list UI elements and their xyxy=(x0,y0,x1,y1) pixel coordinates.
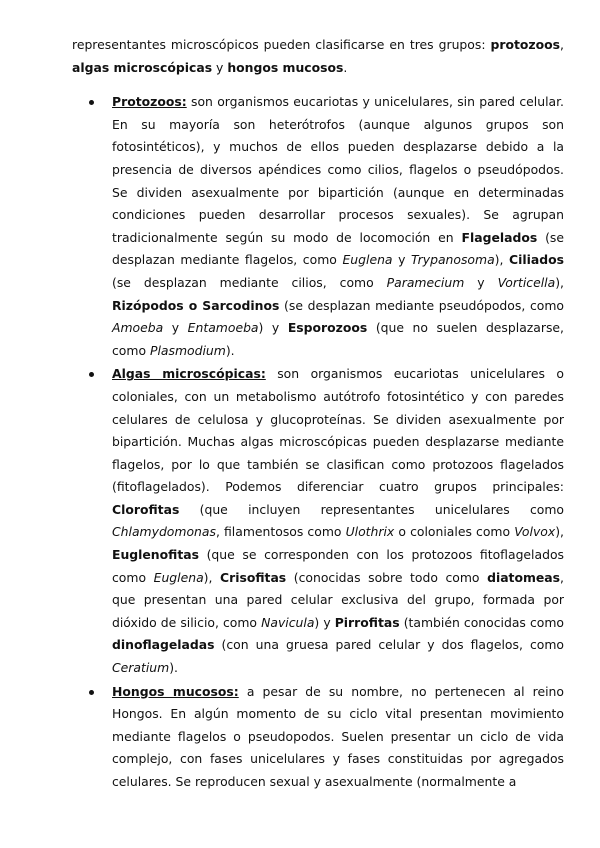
body-text: y xyxy=(464,274,498,290)
body-text: (también conocidas como xyxy=(399,614,564,630)
body-text: , que presentan una pared celular exclusiva del grupo, formada por dióxido de silicio, como xyxy=(112,569,564,630)
intro-text: y xyxy=(212,59,228,75)
body-text: , filamentosos como xyxy=(215,524,346,540)
term-ciliados: Ciliados xyxy=(509,252,565,268)
body-text: (conocidas sobre todo como xyxy=(286,569,488,585)
species-name: Plasmodium xyxy=(149,342,226,358)
body-text: ), xyxy=(555,524,564,540)
list-item-protozoos xyxy=(72,91,564,362)
body-text: y xyxy=(163,320,188,336)
intro-text: representantes microscópicos pueden clasificarse en tres grupos: xyxy=(72,37,491,52)
species-name: Entamoeba xyxy=(187,320,259,336)
body-text: ). xyxy=(169,660,178,676)
body-text: son organismos eucariotas unicelulares o coloniales, con un metabolismo autótrofo fotosintético y con paredes celulares de celulosa y glucoproteínas. Se dividen asexualmente por bipartición. Muchas algas microscópicas pueden desplazarse mediante flagelos, por lo que también se clasifican como protozoos flagelados (fitoflagelados). Podemos diferenciar cuatro grupos principales: xyxy=(112,366,564,495)
term-protozoos: Protozoos: xyxy=(112,94,187,110)
species-name: Euglena xyxy=(153,569,204,585)
body-text: son organismos eucariotas y unicelulares, sin pared celular. En su mayoría son heterótrofos (aunque algunos grupos son fotosintéticos), y muchos de ellos pueden desplazarse debido a la presencia de diversos apéndices como cilios, flagelos o pseudópodos. Se dividen asexualmente por bipartición (aunque en determinadas condiciones pueden desarrollar procesos sexuales). Se agrupan tradicionalmente según su modo de locomoción en xyxy=(112,94,564,245)
term-euglenofitas: Euglenofitas xyxy=(112,547,199,563)
term-diatomeas: diatomeas xyxy=(487,569,561,585)
body-text: (que se corresponden con los protozoos fitoflagelados como xyxy=(112,547,564,585)
species-name: Chlamydomonas xyxy=(112,524,216,540)
species-name: Amoeba xyxy=(112,320,164,336)
body-text: (se desplazan mediante cilios, como xyxy=(112,274,387,290)
intro-paragraph xyxy=(72,34,564,79)
body-text: ), xyxy=(203,569,220,585)
group-protozoos: protozoos xyxy=(490,37,561,52)
body-text: (se desplazan mediante flagelos, como xyxy=(112,229,565,268)
term-hongos: Hongos mucosos: xyxy=(112,683,239,699)
term-rizopodos: Rizópodos o Sarcodinos xyxy=(112,297,280,313)
body-text: (se desplazan mediante pseudópodos, como xyxy=(279,297,565,313)
species-name: Vorticella xyxy=(497,274,556,290)
bullet-icon xyxy=(89,100,94,105)
body-text: ), xyxy=(494,252,510,268)
term-algas: Algas microscópicas: xyxy=(112,366,266,382)
group-hongos: hongos mucosos xyxy=(227,59,344,75)
body-text: (que no suelen desplazarse, como xyxy=(112,320,564,358)
body-text: (que incluyen representantes unicelulares como xyxy=(179,501,564,517)
species-name: Paramecium xyxy=(386,274,465,290)
species-name: Navicula xyxy=(261,614,315,630)
bullet-icon xyxy=(89,372,94,377)
term-crisofitas: Crisofitas xyxy=(220,569,287,585)
species-name: Ceratium xyxy=(112,660,170,676)
body-text: o coloniales como xyxy=(394,524,515,540)
bullet-icon xyxy=(89,690,94,695)
document-page xyxy=(72,34,564,795)
body-text: ) y xyxy=(258,320,288,336)
group-algas: algas microscópicas xyxy=(72,59,213,75)
term-clorofitas: Clorofitas xyxy=(112,501,180,517)
body-text: ) y xyxy=(314,614,335,630)
species-name: Volvox xyxy=(514,524,556,540)
groups-list xyxy=(72,91,564,793)
body-text: ), xyxy=(555,274,564,290)
species-name: Ulothrix xyxy=(345,524,395,540)
term-pirrofitas: Pirrofitas xyxy=(334,614,400,630)
list-item-hongos xyxy=(72,681,564,794)
term-dinoflageladas: dinoflageladas xyxy=(112,637,215,653)
species-name: Trypanosoma xyxy=(411,252,495,268)
body-text: a pesar de su nombre, no pertenecen al reino Hongos. En algún momento de su ciclo vital presentan movimiento mediante flagelos o pseudopodos. Suelen presentar un ciclo de vida complejo, con fases unicelulares y fases constituidas por agregados celulares. Se reproducen sexual y asexualmente (normalmente a xyxy=(112,683,564,789)
intro-text: , xyxy=(560,37,564,52)
list-item-algas xyxy=(72,363,564,679)
body-text: (con una gruesa pared celular y dos flagelos, como xyxy=(214,637,564,653)
term-esporozoos: Esporozoos xyxy=(287,320,368,336)
body-text: y xyxy=(392,252,412,268)
body-text: ). xyxy=(225,342,235,358)
term-flagelados: Flagelados xyxy=(461,229,538,245)
intro-text: . xyxy=(343,59,348,75)
species-name: Euglena xyxy=(342,252,393,268)
